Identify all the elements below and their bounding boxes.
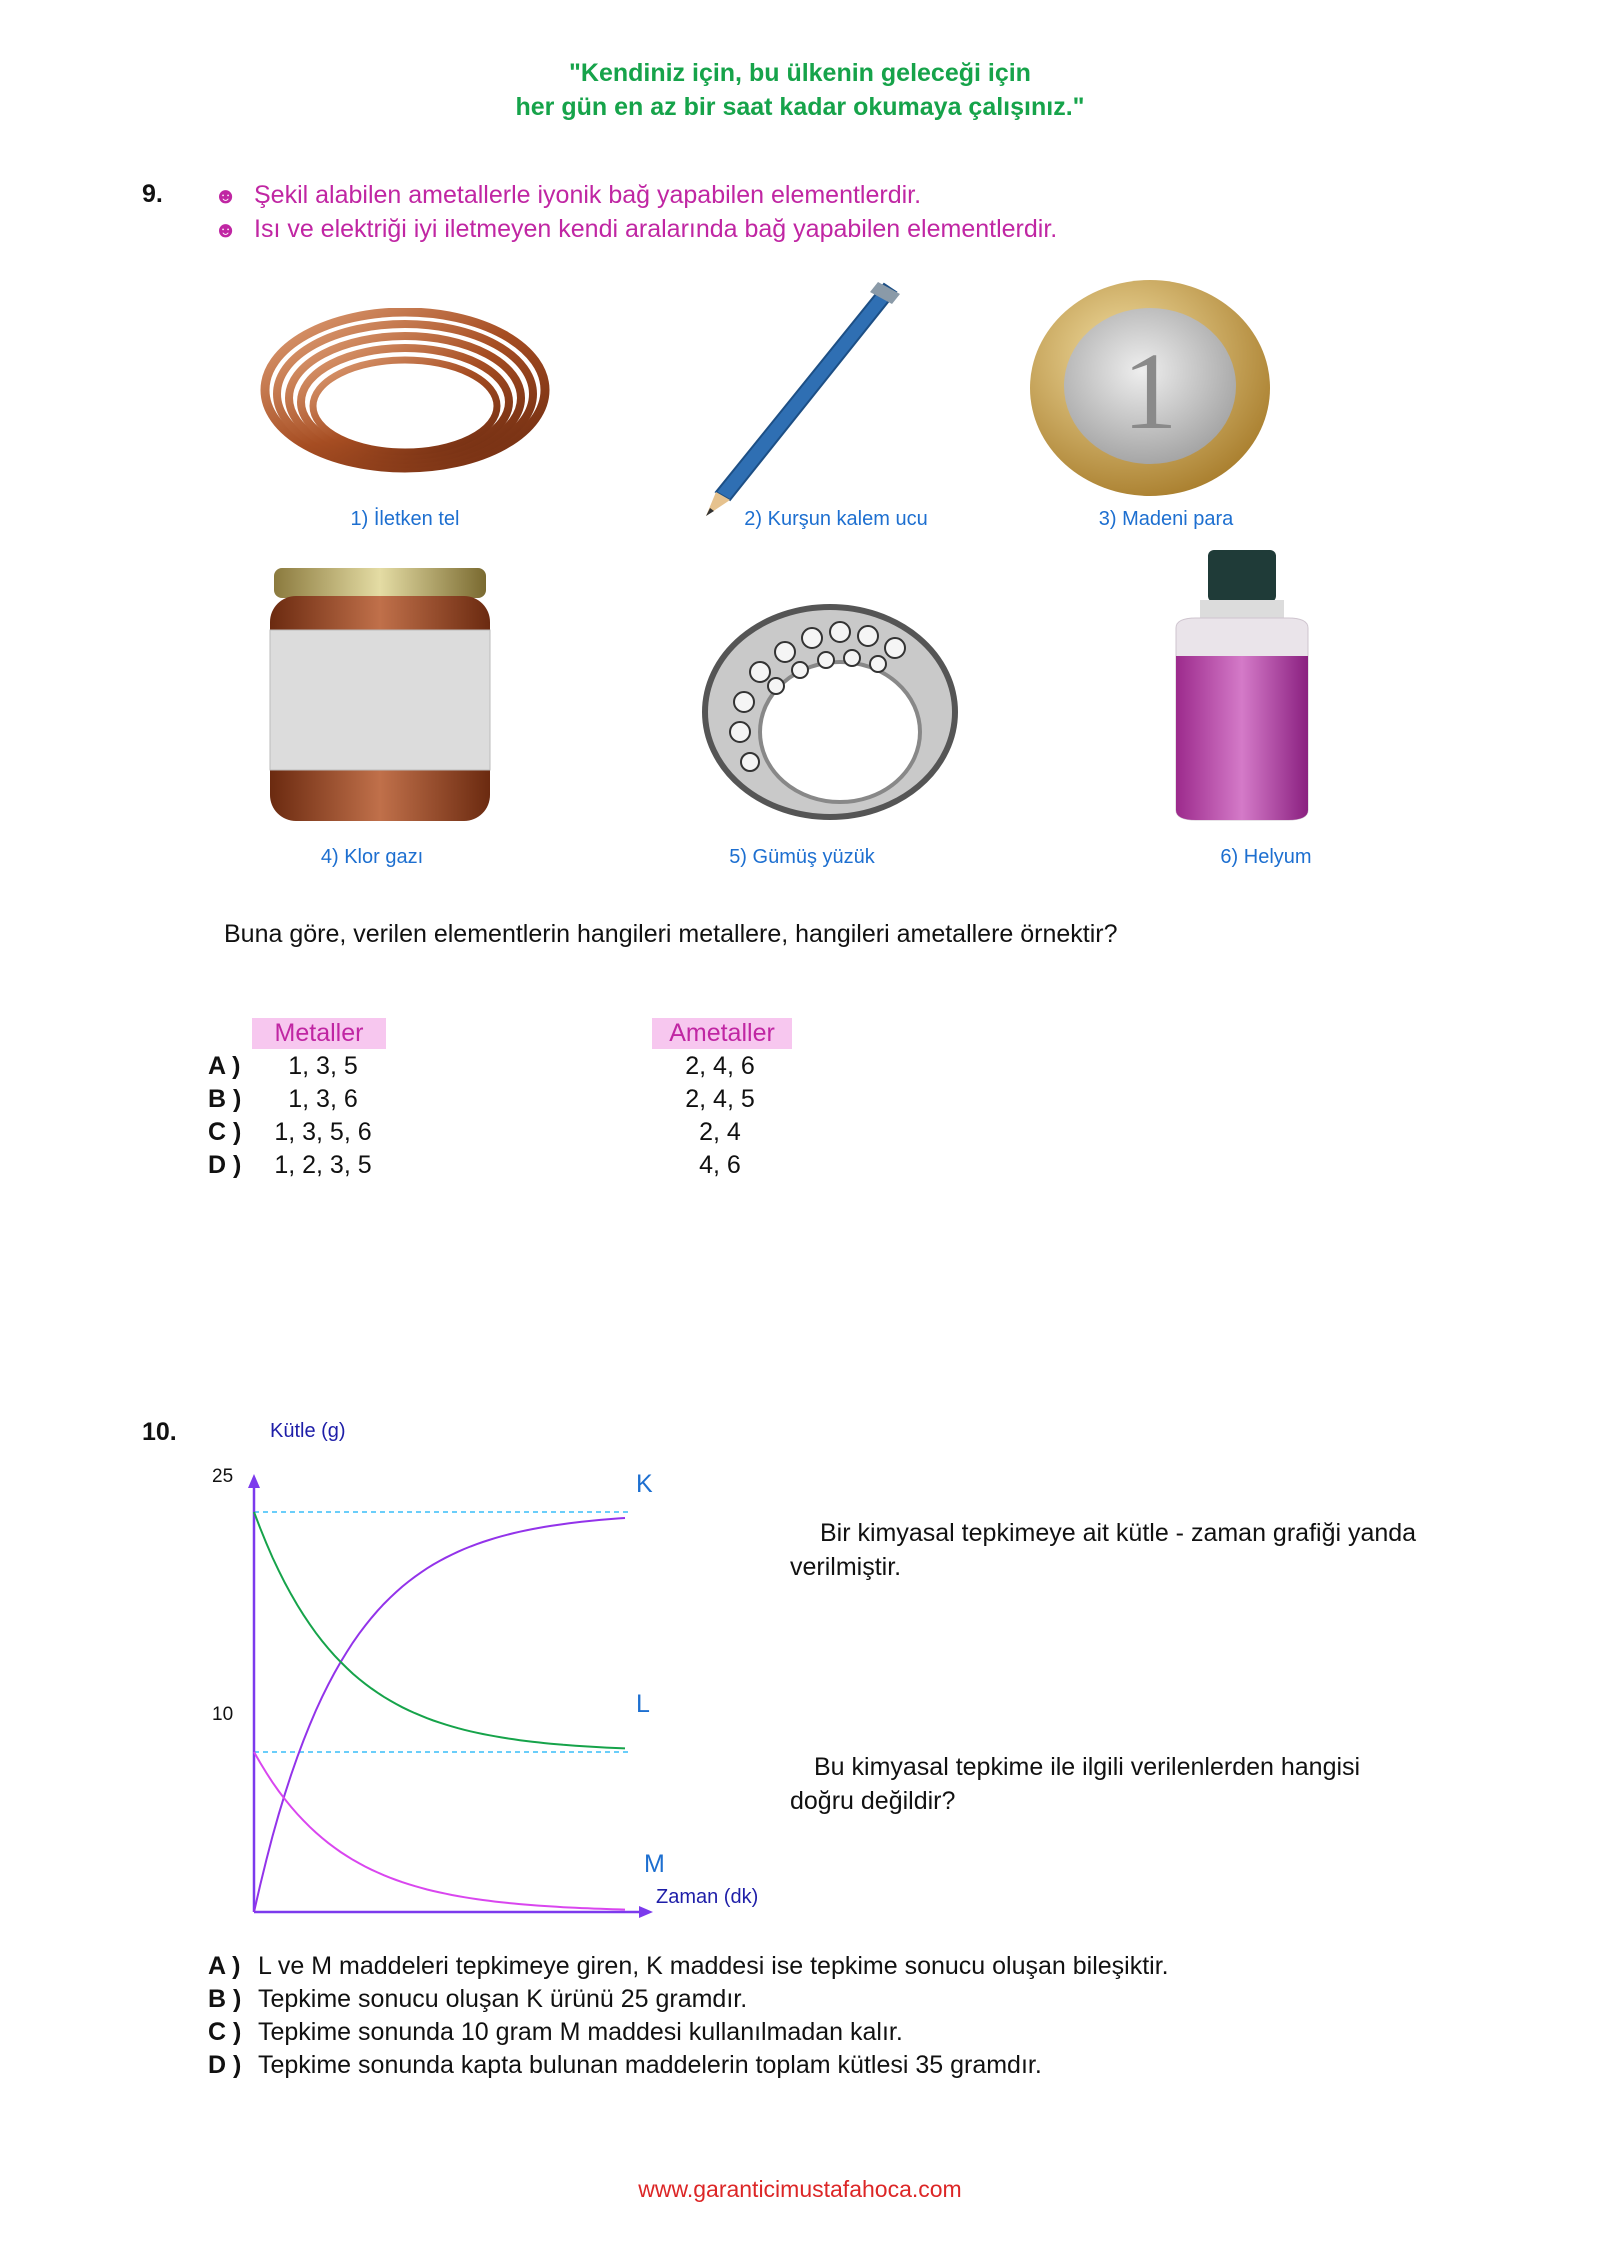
q9-option-c-metals: 1, 3, 5, 6	[274, 1118, 372, 1146]
x-axis-arrow-icon	[639, 1906, 653, 1918]
option-letter: A )	[208, 1052, 241, 1080]
chart-y-tick-10: 10	[212, 1704, 234, 1725]
chart-series-label-l: L	[636, 1690, 650, 1718]
item-5-caption: 5) Gümüş yüzük	[729, 846, 875, 868]
item-2-caption: 2) Kurşun kalem ucu	[744, 508, 928, 530]
svg-text:1: 1	[1122, 330, 1178, 452]
q9-option-b[interactable]	[208, 1083, 258, 1116]
option-letter: B )	[208, 1085, 242, 1113]
option-text: Tepkime sonunda 10 gram M maddesi kullanılmadan kalır.	[258, 2018, 903, 2046]
option-text: Tepkime sonunda kapta bulunan maddelerin toplam kütlesi 35 gramdır.	[258, 2051, 1042, 2079]
option-letter: C )	[208, 1118, 242, 1146]
q10-option-b[interactable]	[208, 1983, 747, 2016]
ring-image	[700, 592, 960, 822]
option-letter: A )	[208, 1952, 241, 1980]
chart-series-label-k: K	[636, 1470, 653, 1498]
item-1-caption: 1) İletken tel	[350, 508, 460, 530]
chart-y-axis-label: Kütle (g)	[270, 1420, 346, 1442]
q10-option-a[interactable]	[208, 1950, 1169, 1983]
question-9-number: 9.	[142, 180, 163, 208]
question-10-number: 10.	[142, 1418, 177, 1446]
q9-bullet-1-text: Şekil alabilen ametallerle iyonik bağ yapabilen elementlerdir.	[254, 181, 922, 209]
option-text: Tepkime sonucu oluşan K ürünü 25 gramdır.	[258, 1985, 748, 2013]
q9-option-b-metals: 1, 3, 6	[288, 1085, 358, 1113]
column-header-metals: Metaller	[252, 1018, 386, 1049]
jar-image	[268, 566, 492, 826]
q9-bullet-2	[214, 212, 1057, 247]
q9-bullet-2-text: Isı ve elektriği iyi iletmeyen kendi aralarında bağ yapabilen elementlerdir.	[254, 215, 1058, 243]
item-4-caption: 4) Klor gazı	[320, 846, 424, 868]
q10-text-2: Bu kimyasal tepkime ile ilgili verilenlerden hangisi doğru değildir?	[790, 1753, 1361, 1815]
item-6-caption: 6) Helyum	[1220, 846, 1312, 868]
q9-option-a-nonmetals: 2, 4, 6	[685, 1052, 755, 1080]
footer-website[interactable]: www.garanticimustafahoca.com	[638, 2176, 962, 2202]
option-letter: C )	[208, 2018, 242, 2046]
q10-option-c[interactable]	[208, 2016, 903, 2049]
chart-series-label-m: M	[644, 1850, 665, 1878]
option-letter: D )	[208, 2051, 242, 2079]
q10-option-d[interactable]	[208, 2049, 1042, 2082]
motto-line-1: "Kendiniz için, bu ülkenin geleceği için	[569, 59, 1031, 87]
copper-coil-image	[255, 308, 555, 488]
series-line-l	[254, 1512, 625, 1748]
q9-option-d-metals: 1, 2, 3, 5	[274, 1151, 372, 1179]
bottle-image	[1166, 548, 1318, 824]
option-letter: D )	[208, 1151, 242, 1179]
item-3-caption: 3) Madeni para	[1098, 508, 1234, 530]
q9-option-d[interactable]	[208, 1149, 258, 1182]
series-line-m	[254, 1752, 625, 1910]
q9-option-b-nonmetals: 2, 4, 5	[685, 1085, 755, 1113]
q9-option-c-nonmetals: 2, 4	[699, 1118, 741, 1146]
q9-question-text: Buna göre, verilen elementlerin hangileri metallere, hangileri ametallere örnektir?	[224, 920, 1118, 948]
coin-image	[1030, 278, 1270, 498]
y-axis-arrow-icon	[248, 1474, 260, 1488]
q9-option-c[interactable]	[208, 1116, 258, 1149]
q9-bullet-1	[214, 178, 921, 213]
motto-line-2: her gün en az bir saat kadar okumaya çalışınız."	[515, 93, 1085, 121]
series-line-k	[254, 1518, 625, 1912]
q10-text-1: Bir kimyasal tepkimeye ait kütle - zaman grafiği yanda verilmiştir.	[790, 1519, 1417, 1581]
smiley-icon: ☻	[214, 183, 238, 208]
chart-x-axis-label: Zaman (dk)	[656, 1886, 759, 1908]
q9-option-a-metals: 1, 3, 5	[288, 1052, 358, 1080]
pencil-image	[700, 278, 900, 518]
column-header-nonmetals: Ametaller	[652, 1018, 792, 1049]
option-text: L ve M maddeleri tepkimeye giren, K maddesi ise tepkime sonucu oluşan bileşiktir.	[258, 1952, 1169, 1980]
chart-y-tick-25: 25	[212, 1466, 234, 1487]
option-letter: B )	[208, 1985, 242, 2013]
q9-option-d-nonmetals: 4, 6	[699, 1151, 741, 1179]
mass-time-chart	[240, 1460, 660, 1930]
q9-option-a[interactable]	[208, 1050, 258, 1083]
smiley-icon: ☻	[214, 217, 238, 242]
